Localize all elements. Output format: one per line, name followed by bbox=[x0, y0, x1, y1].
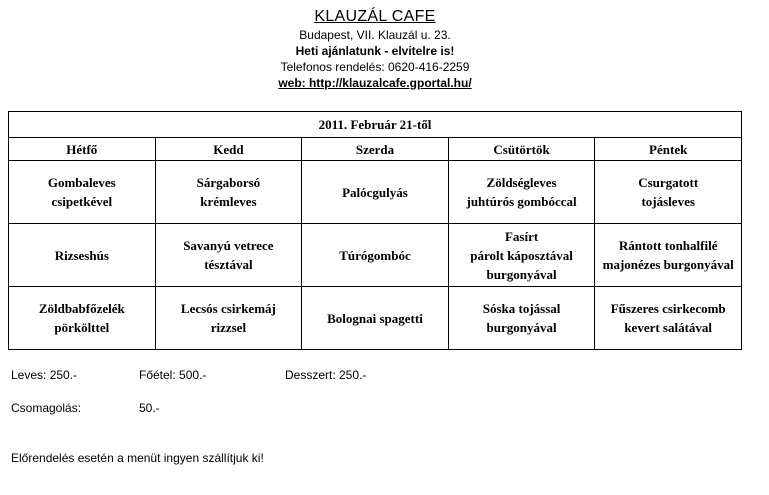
packaging-label: Csomagolás: bbox=[11, 401, 82, 415]
dish-cell: Savanyú vetrece tésztával bbox=[155, 224, 302, 287]
dessert-price: Desszert: 250.- bbox=[285, 368, 367, 382]
menu-header bbox=[0, 7, 750, 91]
day-tuesday: Kedd bbox=[155, 137, 302, 161]
day-thursday: Csütörtök bbox=[448, 137, 595, 161]
weekly-offer: Heti ajánlatunk - elvitelre is! bbox=[295, 44, 455, 58]
dish-cell: Bolognai spagetti bbox=[302, 287, 449, 350]
dish-cell: Gombaleves csipetkével bbox=[9, 161, 156, 224]
weekly-menu-table bbox=[8, 111, 742, 350]
dish-cell: Rántott tonhalfilé majonézes burgonyával bbox=[595, 224, 742, 287]
dish-cell: Sóska tojással burgonyával bbox=[448, 287, 595, 350]
main-course-row-1 bbox=[9, 224, 742, 287]
dish-cell: Zöldbabfőzelék pörkölttel bbox=[9, 287, 156, 350]
day-monday: Hétfő bbox=[9, 137, 156, 161]
packaging-line bbox=[11, 401, 311, 415]
week-heading: 2011. Február 21-től bbox=[9, 112, 742, 138]
day-header-row bbox=[9, 137, 742, 161]
main-course-row-2 bbox=[9, 287, 742, 350]
cafe-address: Budapest, VII. Klauzál u. 23. bbox=[299, 28, 451, 42]
main-course-price: Főétel: 500.- bbox=[139, 368, 207, 382]
dish-cell: Túrógombóc bbox=[302, 224, 449, 287]
dish-cell: Sárgaborsó krémleves bbox=[155, 161, 302, 224]
dish-cell: Zöldségleves juhtúrós gombóccal bbox=[448, 161, 595, 224]
dish-cell: Lecsós csirkemáj rizzsel bbox=[155, 287, 302, 350]
delivery-note: Előrendelés esetén a menüt ingyen szállítjuk ki! bbox=[11, 451, 264, 465]
soup-row bbox=[9, 161, 742, 224]
dish-cell: Palócgulyás bbox=[302, 161, 449, 224]
dish-cell: Csurgatott tojásleves bbox=[595, 161, 742, 224]
phone-order: Telefonos rendelés: 0620-416-2259 bbox=[280, 60, 470, 74]
day-wednesday: Szerda bbox=[302, 137, 449, 161]
website-link[interactable]: web: http://klauzalcafe.gportal.hu/ bbox=[278, 76, 472, 90]
cafe-title: KLAUZÁL CAFE bbox=[314, 8, 436, 25]
dish-cell: Fűszeres csirkecomb kevert salátával bbox=[595, 287, 742, 350]
dish-cell: Rizseshús bbox=[9, 224, 156, 287]
day-friday: Péntek bbox=[595, 137, 742, 161]
prices-line bbox=[11, 368, 411, 382]
week-row bbox=[9, 112, 742, 138]
packaging-price: 50.- bbox=[139, 401, 160, 415]
dish-cell: Fasírt párolt káposztával burgonyával bbox=[448, 224, 595, 287]
soup-price: Leves: 250.- bbox=[11, 368, 78, 382]
